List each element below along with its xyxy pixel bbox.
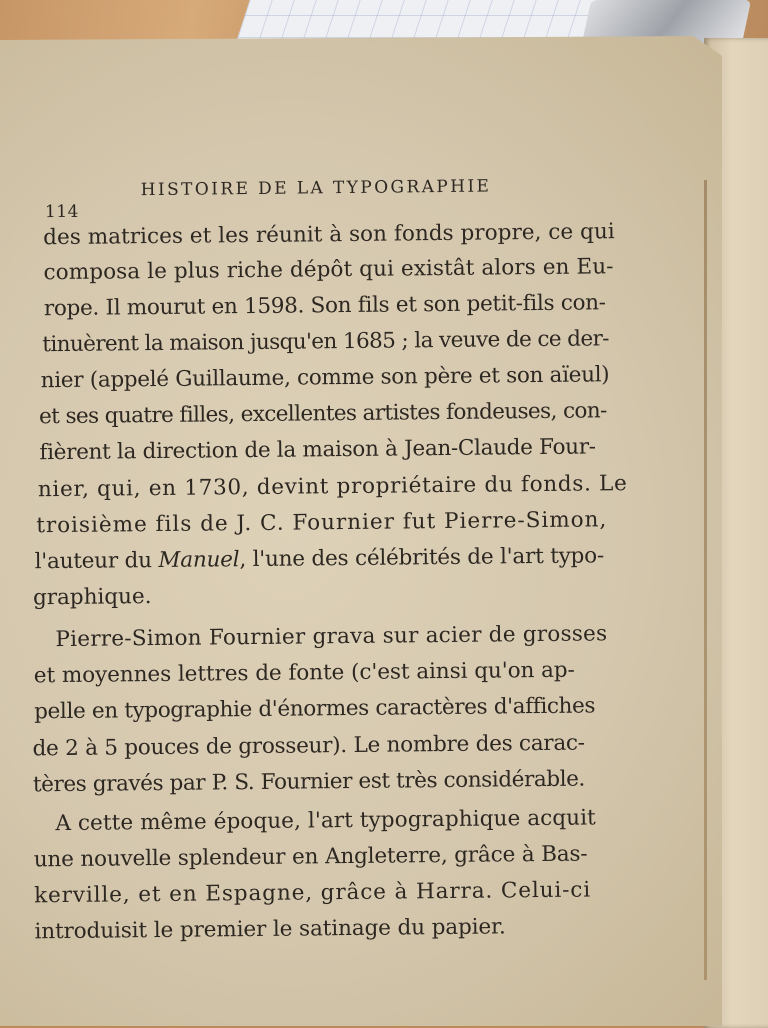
text-line: A cette même époque, l'art typographique acquit xyxy=(55,805,596,837)
text-line: kerville, et en Espagne, grâce à Harra. Celui-ci xyxy=(33,877,592,909)
text-line: et ses quatre filles, excellentes artistes fondeuses, con- xyxy=(38,398,607,430)
text-line: graphique. xyxy=(32,584,152,611)
text-line: Pierre-Simon Fournier grava sur acier de grosses xyxy=(55,621,608,653)
text-line: de 2 à 5 pouces de grosseur). Le nombre des carac- xyxy=(32,730,585,762)
text-line: et moyennes lettres de fonte (c'est ainsi qu'on ap- xyxy=(33,657,575,689)
text-line: une nouvelle splendeur en Angleterre, grâce à Bas- xyxy=(33,841,588,873)
text-line: des matrices et les réunit à son fonds propre, ce qui xyxy=(43,219,615,251)
text-line: l'auteur du Manuel, l'une des célébrités de l'art typo- xyxy=(34,543,605,575)
text-line: nier (appelé Guillaume, comme son père et son aïeul) xyxy=(40,362,610,394)
text-line: rope. Il mourut en 1598. Son fils et son petit-fils con- xyxy=(43,290,606,322)
text-line: pelle en typographie d'énormes caractères d'affiches xyxy=(34,693,596,725)
italic-title: Manuel xyxy=(158,547,240,574)
page-number: 114 xyxy=(44,201,80,223)
text-line: tères gravés par P. S. Fournier est très considérable. xyxy=(32,766,586,798)
running-head: HISTOIRE DE LA TYPOGRAPHIE xyxy=(140,176,492,201)
text-line: introduisit le premier le satinage du papier. xyxy=(34,914,506,945)
text-line: troisième fils de J. C. Fournier fut Pierre-Simon, xyxy=(36,507,608,539)
text-line: tinuèrent la maison jusqu'en 1685 ; la veuve de ce der- xyxy=(42,326,609,358)
text-line: fièrent la direction de la maison à Jean-Claude Four- xyxy=(39,434,596,466)
text-line: composa le plus riche dépôt qui existât alors en Eu- xyxy=(43,254,614,286)
page-edge-shadow xyxy=(704,180,707,980)
text-line: nier, qui, en 1730, devint propriétaire du fonds. Le xyxy=(37,471,628,503)
